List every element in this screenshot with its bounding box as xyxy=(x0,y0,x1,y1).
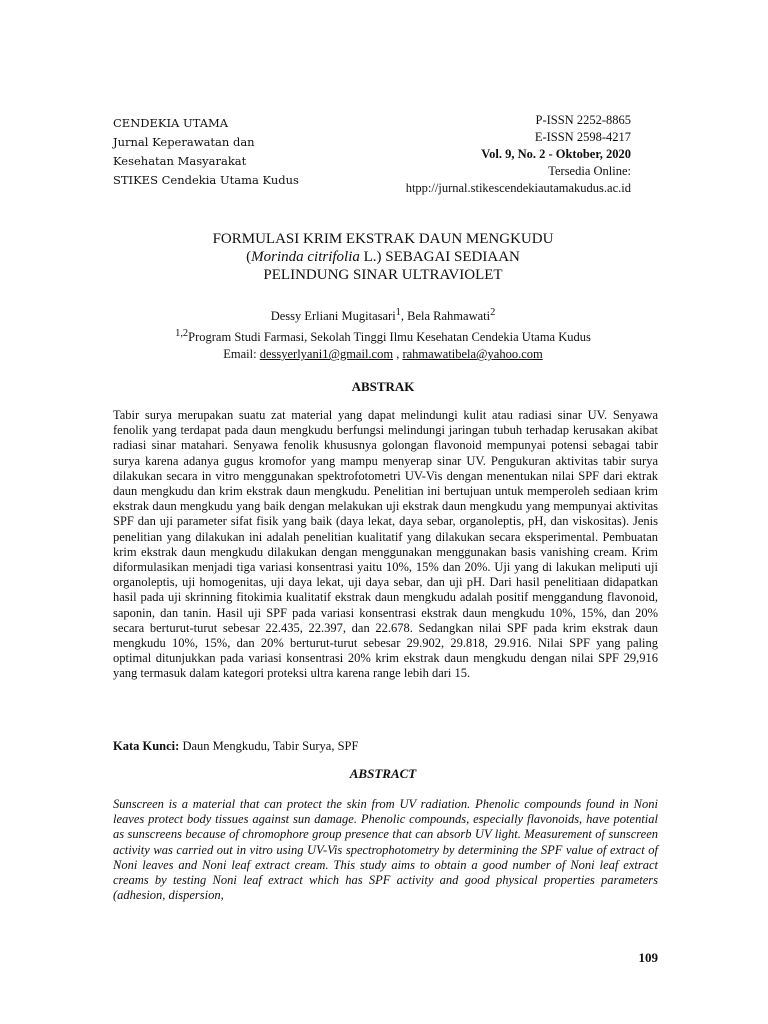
journal-header-left xyxy=(113,114,299,190)
author-1: Dessy Erliani Mugitasari xyxy=(270,309,396,324)
abstract-text: Sunscreen is a material that can protect the skin from UV radiation. Phenolic compounds found in Noni leaves protect body tissues against sun damage. Phenolic compounds, especially flavonoids, have potential as sunscreens because of chromophore group presence that can absorb UV light. Measurement of sunscreen activity was carried out in vitro using UV-Vis spectrophotometry by determining the SPF value of extract of Noni leaves and Noni leaf extract cream. This study aims to obtain a good number of Noni leaf extract creams by testing Noni leaf extract which has SPF activity and good physical properties parameters (adhesion, dispersion, xyxy=(113,797,658,903)
keywords-value: Daun Mengkudu, Tabir Surya, SPF xyxy=(179,739,359,753)
journal-subtitle-1: Jurnal Keperawatan dan xyxy=(113,135,255,149)
page-number: 109 xyxy=(638,950,658,965)
journal-subtitle-2: Kesehatan Masyarakat xyxy=(113,154,247,168)
title-line-2: (Morinda citrifolia L.) SEBAGAI SEDIAAN xyxy=(246,249,520,265)
email-link-1[interactable]: dessyerlyani1@gmail.com xyxy=(259,347,394,362)
title-line-1: FORMULASI KRIM EKSTRAK DAUN MENGKUDU xyxy=(212,231,554,247)
p-issn: P-ISSN 2252-8865 xyxy=(535,113,631,127)
keywords xyxy=(113,738,658,754)
volume-info: Vol. 9, No. 2 - Oktober, 2020 xyxy=(481,147,631,161)
species-name: Morinda citrifolia xyxy=(251,249,360,265)
affiliation: $^{1,2}$Program Studi Farmasi, Sekolah Tinggi Ilmu Kesehatan Cendekia Utama Kudus xyxy=(175,328,591,345)
author-block xyxy=(113,304,653,363)
keywords-label: Kata Kunci: xyxy=(113,739,180,753)
abstrak-text: Tabir surya merupakan suatu zat material yang dapat melindungi kulit atau radiasi sinar UV. Senyawa fenolik yang terdapat pada daun mengkudu berfungsi melindungi jaringan tubuh terhadap kerusakan akibat radiasi sinar matahari. Senyawa fenolik khususnya golongan flavonoid mempunyai potensi sebagai tabir surya karena adanya gugus kromofor yang mampu menyerap sinar UV. Pengukuran aktivitas tabir surya dilakukan secara in vitro menggunakan spektrofotometri UV-Vis dengan menentukan nilai SPF dari ektrak daun mengkudu dan krim ekstrak daun mengkudu. Penelitian ini bertujuan untuk memperoleh sediaan krim ekstrak daun mengkudu yang baik dengan melakukan uji ekstrak daun mengkudu yang mempunyai aktivitas SPF dan uji parameter sifat fisik yang baik (daya lekat, daya sebar, organoleptis, pH, dan viskositas). Jenis penelitian yang dilakukan ini adalah penelitian kualitatif yang dilakukan secara eksperimental. Pembuatan krim ekstrak daun mengkudu dilakukan dengan menggunakan menggunakan basis vanishing cream. Krim diformulasikan menjadi tiga variasi konsentrasi yaitu 10%, 15% dan 20%. Uji yang di lakukan meliputi uji organoleptis, uji homogenitas, uji daya lekat, uji daya sebar, dan uji pH. Dari hasil penelitiaan didapatkan hasil pada uji skrinning fitokimia kualitatif ekstrak daun mengkudu adalah positif menggandung flavonoid, saponin, dan tanin. Hasil uji SPF pada variasi konsentrasi ekstrak daun mengkudu 10%, 15%, dan 20% secara berturut-turut sebesar 22.435, 22.397, dan 22.678. Sedangkan nilai SPF pada krim ekstrak daun mengkudu 10%, 15%, dan 20% berturut-turut sebesar 29.902, 29.818, 29.916. Nilai SPF yang paling optimal ditunjukkan pada variasi konsentrasi 20% krim ekstrak daun mengkudu dengan nilai SPF 29,916 yang termasuk dalam kategori proteksi ultra karena range lebih dari 15. xyxy=(113,408,658,681)
author-2: Bela Rahmawati xyxy=(407,309,491,324)
paper-title xyxy=(113,230,653,284)
journal-publisher: STIKES Cendekia Utama Kudus xyxy=(113,173,299,187)
journal-header-right xyxy=(406,112,631,197)
e-issn: E-ISSN 2598-4217 xyxy=(534,130,631,144)
online-label: Tersedia Online: xyxy=(548,164,631,178)
abstrak-heading: ABSTRAK xyxy=(351,379,415,394)
journal-url[interactable]: htpp://jurnal.stikescendekiautamakudus.ac.id xyxy=(405,181,631,195)
abstract-heading: ABSTRACT xyxy=(349,766,417,781)
author-names: Dessy Erliani Mugitasari$^1$, Bela Rahmawati$^2$ xyxy=(270,307,496,324)
journal-name: CENDEKIA UTAMA xyxy=(113,116,229,130)
email-link-2[interactable]: rahmawatibela@yahoo.com xyxy=(402,347,543,362)
email-line: Email: dessyerlyani1@gmail.com , rahmawatibela@yahoo.com xyxy=(223,347,543,362)
title-line-3: PELINDUNG SINAR ULTRAVIOLET xyxy=(263,267,503,283)
